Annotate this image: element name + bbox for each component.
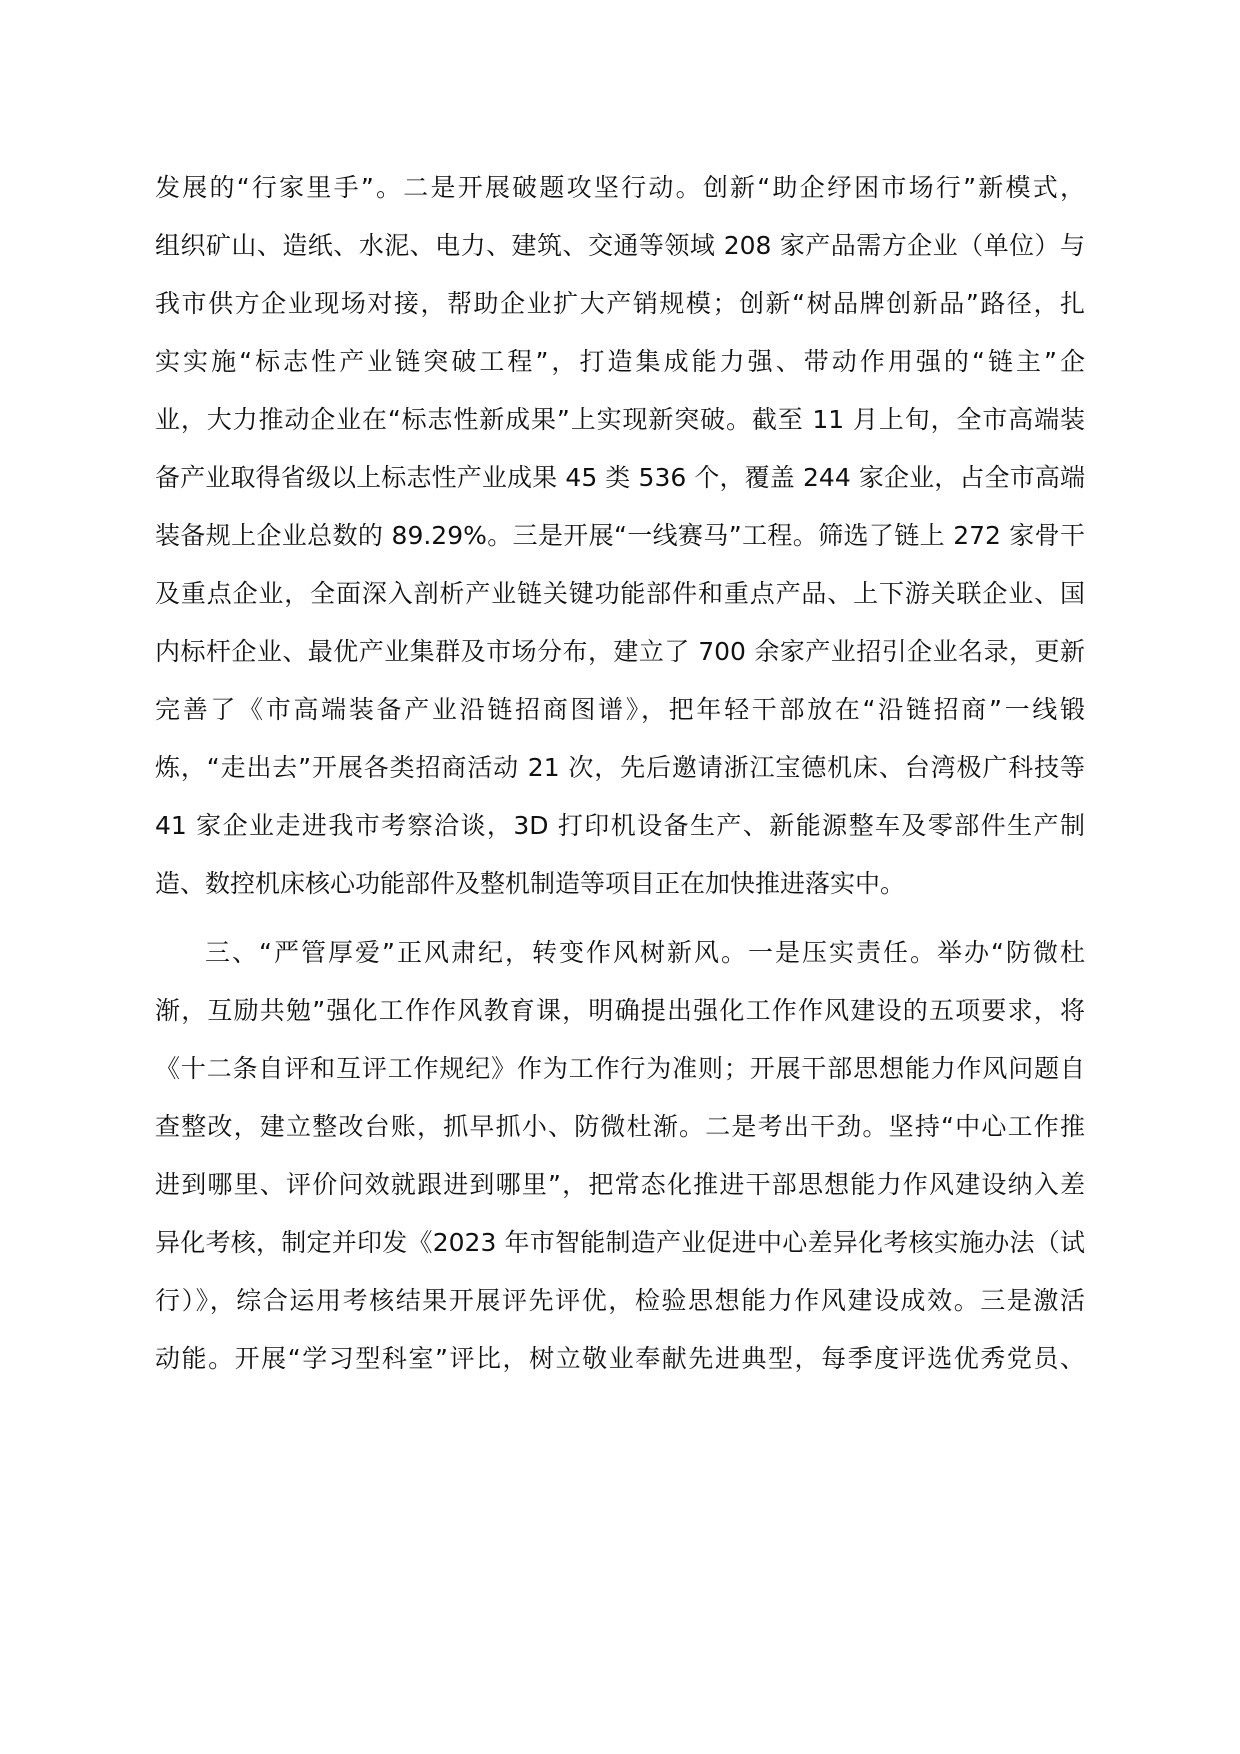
- paragraph-line: 进到哪里、评价问效就跟进到哪里”，把常态化推进干部思想能力作风建设纳入差: [155, 1170, 1085, 1199]
- paragraph-line: 动能。开展“学习型科室”评比，树立敬业奉献先进典型，每季度评选优秀党员、: [155, 1344, 1085, 1373]
- paragraph-line: 业，大力推动企业在“标志性新成果”上实现新突破。截至 11 月上旬，全市高端装: [155, 405, 1085, 434]
- paragraph-line: 内标杆企业、最优产业集群及市场分布，建立了 700 余家产业招引企业名录，更新: [155, 637, 1085, 666]
- paragraph-line: 装备规上企业总数的 89.29%。三是开展“一线赛马”工程。筛选了链上 272 家骨干: [155, 521, 1085, 550]
- paragraph-line: 发展的“行家里手”。二是开展破题攻坚行动。创新“助企纾困市场行”新模式，: [155, 173, 1085, 202]
- paragraph-line: 造、数控机床核心功能部件及整机制造等项目正在加快推进落实中。: [155, 869, 906, 898]
- paragraph-line: 《十二条自评和互评工作规纪》作为工作行为准则；开展干部思想能力作风问题自: [155, 1054, 1085, 1083]
- paragraph-line: 炼，“走出去”开展各类招商活动 21 次，先后邀请浙江宝德机床、台湾极广科技等: [155, 753, 1085, 782]
- paragraph-line: 行）》，综合运用考核结果开展评先评优，检验思想能力作风建设成效。三是激活: [155, 1286, 1085, 1315]
- paragraph-line: 查整改，建立整改台账，抓早抓小、防微杜渐。二是考出干劲。坚持“中心工作推: [155, 1112, 1085, 1141]
- paragraph-line: 我市供方企业现场对接，帮助企业扩大产销规模；创新“树品牌创新品”路径，扎: [155, 289, 1085, 318]
- paragraph-line: 异化考核，制定并印发《2023 年市智能制造产业促进中心差异化考核实施办法（试: [155, 1228, 1085, 1257]
- paragraph-line: 组织矿山、造纸、水泥、电力、建筑、交通等领域 208 家产品需方企业（单位）与: [155, 231, 1085, 260]
- paragraph-line: 三、“严管厚爱”正风肃纪，转变作风树新风。一是压实责任。举办“防微杜: [205, 938, 1085, 967]
- paragraph-line: 完善了《市高端装备产业沿链招商图谱》，把年轻干部放在“沿链招商”一线锻: [155, 695, 1085, 724]
- paragraph-line: 实实施“标志性产业链突破工程”，打造集成能力强、带动作用强的“链主”企: [155, 347, 1085, 376]
- paragraph-line: 备产业取得省级以上标志性产业成果 45 类 536 个，覆盖 244 家企业，占全市高端: [155, 463, 1085, 492]
- paragraph-line: 渐，互励共勉”强化工作作风教育课，明确提出强化工作作风建设的五项要求，将: [155, 996, 1085, 1025]
- paragraph-line: 41 家企业走进我市考察洽谈，3D 打印机设备生产、新能源整车及零部件生产制: [155, 811, 1085, 840]
- paragraph-line: 及重点企业，全面深入剖析产业链关键功能部件和重点产品、上下游关联企业、国: [155, 579, 1085, 608]
